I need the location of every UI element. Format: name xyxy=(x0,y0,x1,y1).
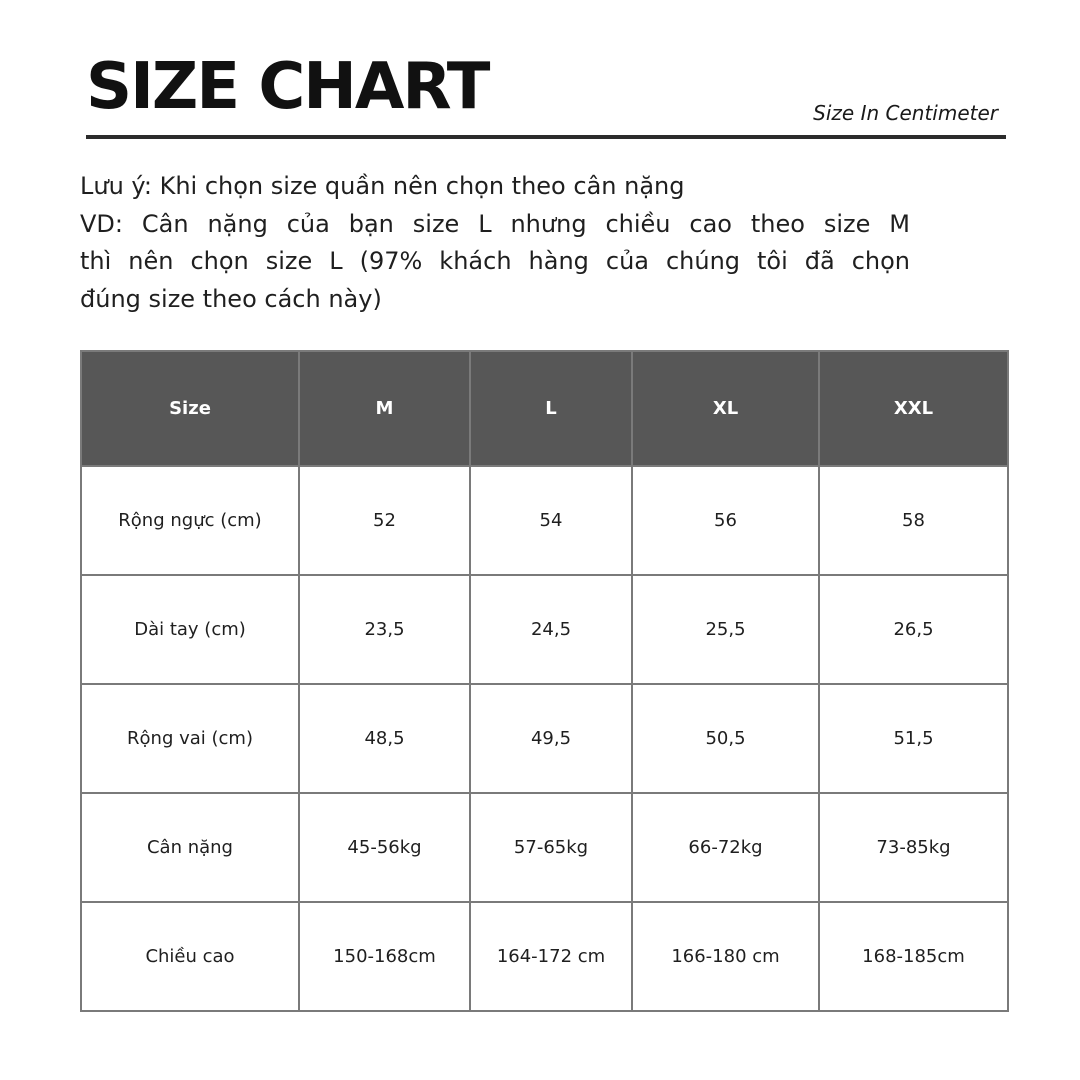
column-header: XL xyxy=(632,351,819,466)
table-cell: 164-172 cm xyxy=(470,902,632,1011)
table-cell: 51,5 xyxy=(819,684,1008,793)
table-cell: 73-85kg xyxy=(819,793,1008,902)
table-row xyxy=(81,575,1008,684)
table-cell: 54 xyxy=(470,466,632,575)
table-cell: 66-72kg xyxy=(632,793,819,902)
row-label: Dài tay (cm) xyxy=(81,575,299,684)
note-line: đúng size theo cách này) xyxy=(80,284,382,313)
unit-subtitle: Size In Centimeter xyxy=(813,101,998,125)
table-cell: 45-56kg xyxy=(299,793,470,902)
row-label: Cân nặng xyxy=(81,793,299,902)
page-title: SIZE CHART xyxy=(86,50,489,124)
table-row xyxy=(81,902,1008,1011)
note-line: thì nên chọn size L (97% khách hàng của chúng tôi đã chọn xyxy=(80,247,910,275)
table-row xyxy=(81,793,1008,902)
column-header: L xyxy=(470,351,632,466)
table-cell: 25,5 xyxy=(632,575,819,684)
table-cell: 52 xyxy=(299,466,470,575)
table-header-row xyxy=(81,351,1008,466)
size-note xyxy=(80,168,910,318)
table-cell: 56 xyxy=(632,466,819,575)
table-cell: 58 xyxy=(819,466,1008,575)
note-line: VD: Cân nặng của bạn size L nhưng chiều cao theo size M xyxy=(80,209,910,238)
row-label: Chiều cao xyxy=(81,902,299,1011)
table-cell: 24,5 xyxy=(470,575,632,684)
table-cell: 166-180 cm xyxy=(632,902,819,1011)
row-label: Rộng vai (cm) xyxy=(81,684,299,793)
size-table xyxy=(80,350,1009,1012)
table-cell: 48,5 xyxy=(299,684,470,793)
table-cell: 50,5 xyxy=(632,684,819,793)
table-cell: 23,5 xyxy=(299,575,470,684)
table-row xyxy=(81,684,1008,793)
table-cell: 26,5 xyxy=(819,575,1008,684)
table-cell: 49,5 xyxy=(470,684,632,793)
table-cell: 57-65kg xyxy=(470,793,632,902)
title-divider xyxy=(86,135,1006,139)
row-label: Rộng ngực (cm) xyxy=(81,466,299,575)
column-header: M xyxy=(299,351,470,466)
table-cell: 150-168cm xyxy=(299,902,470,1011)
table-cell: 168-185cm xyxy=(819,902,1008,1011)
table-row xyxy=(81,466,1008,575)
column-header: XXL xyxy=(819,351,1008,466)
note-line: Lưu ý: Khi chọn size quần nên chọn theo cân nặng xyxy=(80,172,685,200)
column-header: Size xyxy=(81,351,299,466)
